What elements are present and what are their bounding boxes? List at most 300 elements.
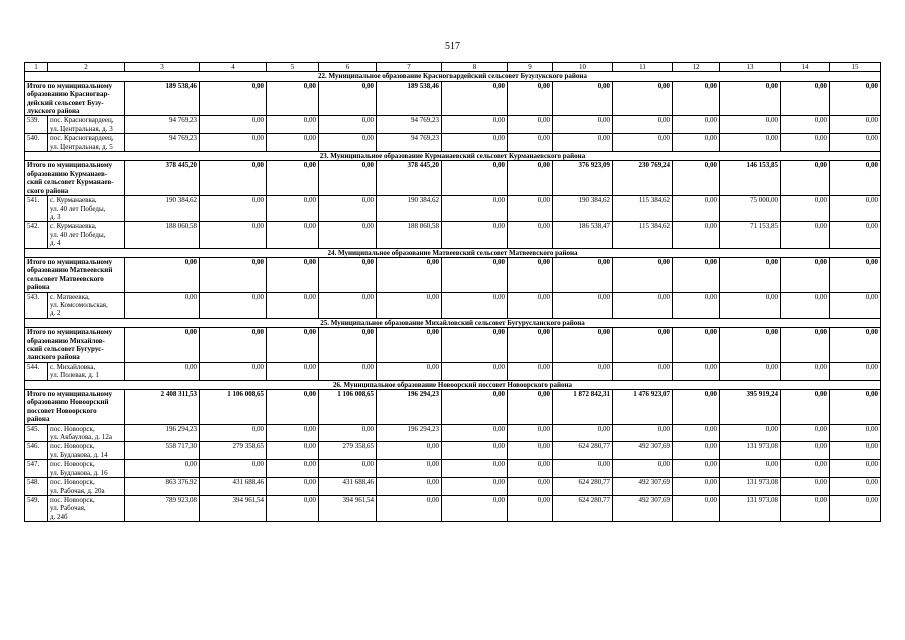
value-cell: 0,00: [781, 161, 830, 196]
value-cell: 1 106 008,65: [319, 390, 377, 425]
value-cell: 0,00: [830, 134, 881, 152]
value-cell: 0,00: [442, 390, 508, 425]
value-cell: 0,00: [267, 292, 319, 318]
row-number: 546.: [25, 442, 48, 460]
total-row: [25, 390, 881, 425]
label-line: образованию Красногвар-: [27, 90, 110, 99]
value-cell: 0,00: [613, 362, 673, 380]
value-cell: 0,00: [781, 196, 830, 222]
label-line: ул. Центральная, д. 3: [50, 124, 113, 133]
value-cell: 0,00: [442, 196, 508, 222]
table-row: [25, 442, 881, 460]
value-cell: 0,00: [442, 292, 508, 318]
row-number: 549.: [25, 495, 48, 521]
label-line: с. Михайловка,: [50, 362, 96, 371]
label-line: ул. Будлакова, д. 16: [50, 468, 108, 477]
value-cell: 0,00: [553, 424, 613, 442]
value-cell: 0,00: [613, 116, 673, 134]
value-cell: 0,00: [553, 292, 613, 318]
value-cell: 0,00: [319, 161, 377, 196]
label-line: д. 4: [50, 239, 61, 248]
value-cell: 0,00: [508, 134, 553, 152]
label-line: ский сельсовет Бугурус-: [27, 345, 104, 353]
value-cell: 0,00: [673, 362, 720, 380]
label-line: образованию Михайлов-: [27, 336, 105, 345]
column-numbers-row: [25, 63, 881, 72]
value-cell: 0,00: [267, 257, 319, 292]
value-cell: 0,00: [125, 328, 200, 363]
value-cell: 0,00: [267, 161, 319, 196]
value-cell: 0,00: [267, 196, 319, 222]
value-cell: 189 538,46: [377, 81, 442, 116]
table-row: [25, 292, 881, 318]
value-cell: 0,00: [319, 362, 377, 380]
table-row: [25, 134, 881, 152]
value-cell: 0,00: [613, 134, 673, 152]
value-cell: 0,00: [720, 424, 781, 442]
value-cell: 131 973,08: [720, 478, 781, 496]
value-cell: 0,00: [508, 328, 553, 363]
value-cell: 431 688,46: [319, 478, 377, 496]
label-line: ул. Будлакова, д. 14: [50, 450, 108, 459]
value-cell: 0,00: [508, 196, 553, 222]
value-cell: 188 060,58: [125, 222, 200, 248]
value-cell: 0,00: [319, 424, 377, 442]
value-cell: 0,00: [200, 292, 267, 318]
value-cell: 0,00: [125, 257, 200, 292]
total-label: [25, 328, 125, 363]
value-cell: 1 106 008,65: [200, 390, 267, 425]
label-line: ул. Комсомольская,: [50, 300, 108, 309]
value-cell: 0,00: [781, 478, 830, 496]
value-cell: 0,00: [319, 257, 377, 292]
value-cell: 0,00: [720, 328, 781, 363]
address-label: [48, 196, 125, 222]
value-cell: 624 280,77: [553, 478, 613, 496]
label-line: Итого по муниципальному: [27, 390, 113, 399]
label-line: Итого по муниципальному: [27, 257, 113, 266]
value-cell: 0,00: [553, 328, 613, 363]
value-cell: 0,00: [553, 116, 613, 134]
label-line: ул. 40 лет Победы,: [50, 204, 106, 213]
row-number: 540.: [25, 134, 48, 152]
value-cell: 0,00: [442, 257, 508, 292]
value-cell: 0,00: [125, 362, 200, 380]
label-line: д. 3: [50, 212, 61, 221]
value-cell: 0,00: [319, 116, 377, 134]
value-cell: 0,00: [781, 390, 830, 425]
value-cell: 190 384,62: [377, 196, 442, 222]
column-number: 3: [125, 63, 200, 72]
value-cell: 376 923,09: [553, 161, 613, 196]
value-cell: 0,00: [267, 478, 319, 496]
value-cell: 0,00: [267, 222, 319, 248]
label-line: ул. Рабочая,: [50, 504, 86, 513]
value-cell: 0,00: [200, 81, 267, 116]
value-cell: 0,00: [200, 424, 267, 442]
value-cell: 0,00: [377, 362, 442, 380]
value-cell: 0,00: [508, 222, 553, 248]
column-number: 2: [48, 63, 125, 72]
value-cell: 394 961,54: [200, 495, 267, 521]
value-cell: 0,00: [781, 328, 830, 363]
value-cell: 0,00: [781, 116, 830, 134]
table-row: [25, 362, 881, 380]
value-cell: 0,00: [673, 390, 720, 425]
column-number: 10: [553, 63, 613, 72]
value-cell: 0,00: [830, 196, 881, 222]
value-cell: 0,00: [267, 460, 319, 478]
value-cell: 0,00: [125, 292, 200, 318]
value-cell: 0,00: [377, 257, 442, 292]
address-label: [48, 478, 125, 496]
value-cell: 0,00: [673, 478, 720, 496]
section-title: 22. Муниципальное образование Красногвардейский сельсовет Бузулукского района: [25, 72, 881, 81]
value-cell: 0,00: [720, 257, 781, 292]
value-cell: 0,00: [830, 81, 881, 116]
value-cell: 0,00: [673, 222, 720, 248]
column-number: 8: [442, 63, 508, 72]
value-cell: 279 358,65: [200, 442, 267, 460]
label-line: ул. Акбаулова, д. 12а: [50, 433, 112, 442]
value-cell: 0,00: [781, 424, 830, 442]
value-cell: 624 280,77: [553, 495, 613, 521]
value-cell: 0,00: [319, 328, 377, 363]
value-cell: 0,00: [377, 442, 442, 460]
value-cell: 0,00: [720, 362, 781, 380]
column-number: 11: [613, 63, 673, 72]
value-cell: 0,00: [830, 495, 881, 521]
value-cell: 0,00: [442, 161, 508, 196]
value-cell: 94 769,23: [125, 134, 200, 152]
section-title-row: [25, 380, 881, 389]
value-cell: 0,00: [377, 292, 442, 318]
value-cell: 0,00: [673, 495, 720, 521]
table-row: [25, 116, 881, 134]
value-cell: 492 307,69: [613, 495, 673, 521]
label-line: с. Курманаевка,: [50, 196, 97, 205]
address-label: [48, 424, 125, 442]
table-row: [25, 495, 881, 521]
column-number: 9: [508, 63, 553, 72]
label-line: с. Курманаевка,: [50, 222, 97, 231]
section-title: 25. Муниципальное образование Михайловский сельсовет Бугурусланского района: [25, 318, 881, 327]
label-line: ул. Рабочая, д. 20а: [50, 486, 105, 495]
row-number: 548.: [25, 478, 48, 496]
value-cell: 0,00: [781, 292, 830, 318]
row-number: 543.: [25, 292, 48, 318]
value-cell: 0,00: [673, 81, 720, 116]
value-cell: 1 476 923,07: [613, 390, 673, 425]
address-label: [48, 292, 125, 318]
value-cell: 0,00: [508, 460, 553, 478]
value-cell: 0,00: [830, 222, 881, 248]
value-cell: 0,00: [673, 328, 720, 363]
total-label: [25, 390, 125, 425]
value-cell: 0,00: [442, 222, 508, 248]
value-cell: 0,00: [442, 424, 508, 442]
value-cell: 0,00: [830, 442, 881, 460]
value-cell: 0,00: [267, 81, 319, 116]
value-cell: 0,00: [781, 134, 830, 152]
label-line: ский сельсовет Курманаев-: [27, 178, 114, 187]
value-cell: 0,00: [830, 292, 881, 318]
value-cell: 0,00: [508, 161, 553, 196]
value-cell: 0,00: [442, 81, 508, 116]
label-line: Итого по муниципальному: [27, 161, 113, 170]
section-title-row: [25, 318, 881, 327]
label-line: д. 2: [50, 309, 61, 318]
label-line: ского района: [27, 186, 69, 195]
value-cell: 0,00: [267, 442, 319, 460]
value-cell: 0,00: [442, 362, 508, 380]
value-cell: 0,00: [781, 257, 830, 292]
value-cell: 558 717,30: [125, 442, 200, 460]
value-cell: 0,00: [830, 328, 881, 363]
label-line: ул. 40 лет Победы,: [50, 230, 106, 239]
value-cell: 75 000,00: [720, 196, 781, 222]
label-line: ул. Центральная, д. 5: [50, 142, 113, 151]
label-line: Итого по муниципальному: [27, 81, 113, 90]
address-label: [48, 116, 125, 134]
value-cell: 0,00: [377, 478, 442, 496]
column-number: 1: [25, 63, 48, 72]
section-title: 26. Муниципальное образование Новоорский поссовет Новоорского района: [25, 380, 881, 389]
value-cell: 0,00: [508, 292, 553, 318]
value-cell: 0,00: [319, 222, 377, 248]
value-cell: 1 872 842,31: [553, 390, 613, 425]
column-number: 6: [319, 63, 377, 72]
value-cell: 0,00: [553, 460, 613, 478]
value-cell: 0,00: [319, 81, 377, 116]
value-cell: 188 060,58: [377, 222, 442, 248]
label-line: района: [27, 415, 50, 424]
value-cell: 863 376,92: [125, 478, 200, 496]
value-cell: 0,00: [319, 134, 377, 152]
value-cell: 0,00: [830, 161, 881, 196]
value-cell: 0,00: [319, 292, 377, 318]
value-cell: 0,00: [200, 257, 267, 292]
column-number: 7: [377, 63, 442, 72]
label-line: пос. Новоорск,: [50, 460, 95, 469]
label-line: лукского района: [27, 107, 80, 116]
label-line: пос. Новоорск,: [50, 424, 95, 433]
total-row: [25, 328, 881, 363]
value-cell: 0,00: [613, 424, 673, 442]
value-cell: 394 961,54: [319, 495, 377, 521]
table-row: [25, 460, 881, 478]
label-line: пос. Красногвардеец,: [50, 134, 114, 143]
value-cell: 0,00: [508, 257, 553, 292]
row-number: 542.: [25, 222, 48, 248]
column-number: 15: [830, 63, 881, 72]
value-cell: 190 384,62: [553, 196, 613, 222]
value-cell: 0,00: [442, 116, 508, 134]
value-cell: 0,00: [781, 442, 830, 460]
value-cell: 0,00: [830, 390, 881, 425]
value-cell: 0,00: [613, 292, 673, 318]
value-cell: 0,00: [830, 460, 881, 478]
value-cell: 0,00: [830, 257, 881, 292]
page-number: 517: [445, 41, 460, 52]
value-cell: 0,00: [781, 81, 830, 116]
total-row: [25, 257, 881, 292]
value-cell: 279 358,65: [319, 442, 377, 460]
address-label: [48, 134, 125, 152]
value-cell: 0,00: [267, 134, 319, 152]
total-label: [25, 257, 125, 292]
table-row: [25, 478, 881, 496]
value-cell: 395 919,24: [720, 390, 781, 425]
section-title-row: [25, 72, 881, 81]
value-cell: 0,00: [319, 460, 377, 478]
value-cell: 0,00: [781, 362, 830, 380]
value-cell: 0,00: [830, 116, 881, 134]
address-label: [48, 495, 125, 521]
address-label: [48, 442, 125, 460]
value-cell: 0,00: [267, 424, 319, 442]
value-cell: 0,00: [200, 116, 267, 134]
value-cell: 0,00: [442, 134, 508, 152]
value-cell: 94 769,23: [377, 134, 442, 152]
table-row: [25, 196, 881, 222]
value-cell: 0,00: [508, 442, 553, 460]
value-cell: 492 307,69: [613, 442, 673, 460]
value-cell: 0,00: [508, 478, 553, 496]
section-title: 24. Муниципальное образование Матвеевский сельсовет Матвеевского района: [25, 248, 881, 257]
value-cell: 0,00: [267, 362, 319, 380]
value-cell: 0,00: [553, 81, 613, 116]
value-cell: 0,00: [377, 460, 442, 478]
label-line: д. 24б: [50, 512, 68, 521]
value-cell: 131 973,08: [720, 442, 781, 460]
address-label: [48, 222, 125, 248]
value-cell: 196 294,23: [125, 424, 200, 442]
value-cell: 0,00: [200, 134, 267, 152]
budget-table: [24, 62, 881, 522]
value-cell: 0,00: [442, 478, 508, 496]
value-cell: 0,00: [125, 460, 200, 478]
value-cell: 146 153,85: [720, 161, 781, 196]
value-cell: 0,00: [267, 328, 319, 363]
label-line: образованию Матвеевский: [27, 266, 113, 275]
address-label: [48, 362, 125, 380]
value-cell: 0,00: [553, 257, 613, 292]
value-cell: 0,00: [508, 495, 553, 521]
value-cell: 131 973,08: [720, 495, 781, 521]
value-cell: 431 688,46: [200, 478, 267, 496]
value-cell: 0,00: [377, 495, 442, 521]
row-number: 547.: [25, 460, 48, 478]
label-line: с. Матвеевка,: [50, 292, 90, 301]
value-cell: 0,00: [720, 116, 781, 134]
value-cell: 71 153,85: [720, 222, 781, 248]
row-number: 544.: [25, 362, 48, 380]
column-number: 14: [781, 63, 830, 72]
value-cell: 186 538,47: [553, 222, 613, 248]
value-cell: 196 294,23: [377, 424, 442, 442]
value-cell: 0,00: [553, 362, 613, 380]
value-cell: 0,00: [200, 161, 267, 196]
value-cell: 94 769,23: [125, 116, 200, 134]
value-cell: 0,00: [267, 116, 319, 134]
table-row: [25, 424, 881, 442]
value-cell: 115 384,62: [613, 196, 673, 222]
total-label: [25, 161, 125, 196]
value-cell: 0,00: [508, 390, 553, 425]
value-cell: 0,00: [830, 362, 881, 380]
column-number: 12: [673, 63, 720, 72]
value-cell: 0,00: [720, 81, 781, 116]
value-cell: 190 384,62: [125, 196, 200, 222]
column-number: 4: [200, 63, 267, 72]
row-number: 541.: [25, 196, 48, 222]
value-cell: 0,00: [200, 362, 267, 380]
value-cell: 0,00: [720, 292, 781, 318]
value-cell: 230 769,24: [613, 161, 673, 196]
value-cell: 0,00: [613, 81, 673, 116]
value-cell: 0,00: [200, 196, 267, 222]
label-line: сельсовет Матвеевского: [27, 274, 104, 283]
value-cell: 0,00: [613, 328, 673, 363]
value-cell: 0,00: [613, 257, 673, 292]
section-title-row: [25, 152, 881, 161]
label-line: образованию Курманаев-: [27, 169, 108, 178]
value-cell: 0,00: [781, 495, 830, 521]
section-title: 23. Муниципальное образование Курманаевский сельсовет Курманаевского района: [25, 152, 881, 161]
value-cell: 189 538,46: [125, 81, 200, 116]
value-cell: 0,00: [442, 328, 508, 363]
total-label: [25, 81, 125, 116]
value-cell: 2 408 311,53: [125, 390, 200, 425]
section-title-row: [25, 248, 881, 257]
value-cell: 0,00: [673, 161, 720, 196]
label-line: пос. Новоорск,: [50, 495, 95, 504]
value-cell: 0,00: [508, 424, 553, 442]
value-cell: 0,00: [267, 495, 319, 521]
label-line: пос. Новоорск,: [50, 442, 95, 451]
column-number: 5: [267, 63, 319, 72]
value-cell: 0,00: [673, 116, 720, 134]
value-cell: 378 445,20: [125, 161, 200, 196]
value-cell: 0,00: [830, 424, 881, 442]
value-cell: 0,00: [673, 292, 720, 318]
row-number: 545.: [25, 424, 48, 442]
label-line: пос. Красногвардеец,: [50, 116, 114, 125]
value-cell: 0,00: [830, 478, 881, 496]
table-row: [25, 222, 881, 248]
value-cell: 0,00: [781, 460, 830, 478]
label-line: ланского района: [27, 353, 80, 362]
value-cell: 0,00: [720, 460, 781, 478]
value-cell: 0,00: [377, 328, 442, 363]
value-cell: 0,00: [553, 134, 613, 152]
value-cell: 0,00: [319, 196, 377, 222]
value-cell: 0,00: [613, 460, 673, 478]
value-cell: 789 923,08: [125, 495, 200, 521]
label-line: поссовет Новоорского: [27, 406, 97, 415]
total-row: [25, 161, 881, 196]
value-cell: 492 307,69: [613, 478, 673, 496]
value-cell: 0,00: [673, 196, 720, 222]
value-cell: 0,00: [508, 81, 553, 116]
value-cell: 94 769,23: [377, 116, 442, 134]
value-cell: 0,00: [508, 116, 553, 134]
value-cell: 0,00: [442, 460, 508, 478]
label-line: дейский сельсовет Бузу-: [27, 98, 104, 107]
value-cell: 0,00: [442, 495, 508, 521]
value-cell: 0,00: [508, 362, 553, 380]
